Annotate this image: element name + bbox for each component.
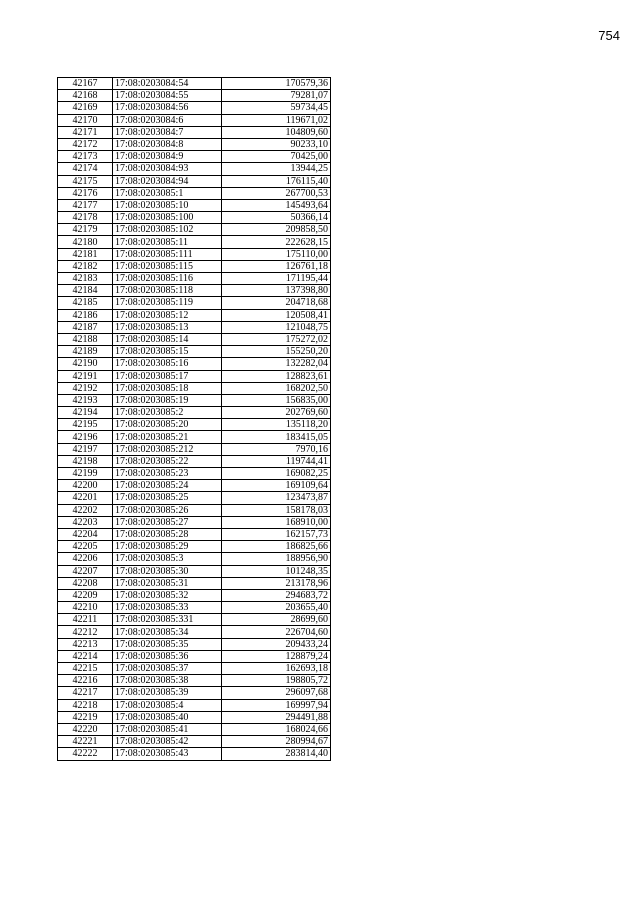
value-cell: 213178,96	[222, 577, 331, 589]
value-cell: 226704,60	[222, 626, 331, 638]
table-row	[58, 236, 331, 248]
value-cell: 79281,07	[222, 90, 331, 102]
value-cell: 294491,88	[222, 711, 331, 723]
table-row	[58, 370, 331, 382]
value-cell: 135118,20	[222, 419, 331, 431]
table-row	[58, 602, 331, 614]
value-cell: 7970,16	[222, 443, 331, 455]
row-number-cell: 42193	[58, 394, 113, 406]
cadastral-number-cell: 17:08:0203085:37	[113, 663, 222, 675]
table-row	[58, 394, 331, 406]
cadastral-number-cell: 17:08:0203084:8	[113, 138, 222, 150]
table-row	[58, 516, 331, 528]
table-row	[58, 419, 331, 431]
row-number-cell: 42217	[58, 687, 113, 699]
cadastral-number-cell: 17:08:0203085:1	[113, 187, 222, 199]
table-row	[58, 541, 331, 553]
table-row	[58, 468, 331, 480]
cadastral-number-cell: 17:08:0203085:20	[113, 419, 222, 431]
value-cell: 168024,66	[222, 723, 331, 735]
cadastral-number-cell: 17:08:0203085:18	[113, 382, 222, 394]
cadastral-number-cell: 17:08:0203085:2	[113, 407, 222, 419]
table-row	[58, 638, 331, 650]
cadastral-number-cell: 17:08:0203085:17	[113, 370, 222, 382]
table-row	[58, 650, 331, 662]
cadastral-number-cell: 17:08:0203085:33	[113, 602, 222, 614]
table-row	[58, 285, 331, 297]
cadastral-number-cell: 17:08:0203085:4	[113, 699, 222, 711]
table-row	[58, 114, 331, 126]
value-cell: 183415,05	[222, 431, 331, 443]
table-row	[58, 321, 331, 333]
row-number-cell: 42169	[58, 102, 113, 114]
value-cell: 128879,24	[222, 650, 331, 662]
row-number-cell: 42189	[58, 346, 113, 358]
row-number-cell: 42175	[58, 175, 113, 187]
value-cell: 222628,15	[222, 236, 331, 248]
table-row	[58, 553, 331, 565]
cadastral-number-cell: 17:08:0203085:39	[113, 687, 222, 699]
table-row	[58, 333, 331, 345]
value-cell: 296097,68	[222, 687, 331, 699]
cadastral-number-cell: 17:08:0203085:29	[113, 541, 222, 553]
row-number-cell: 42182	[58, 260, 113, 272]
row-number-cell: 42201	[58, 492, 113, 504]
row-number-cell: 42208	[58, 577, 113, 589]
table-row	[58, 260, 331, 272]
value-cell: 155250,20	[222, 346, 331, 358]
cadastral-number-cell: 17:08:0203085:43	[113, 748, 222, 760]
value-cell: 101248,35	[222, 565, 331, 577]
value-cell: 59734,45	[222, 102, 331, 114]
row-number-cell: 42172	[58, 138, 113, 150]
table-row	[58, 138, 331, 150]
cadastral-number-cell: 17:08:0203085:32	[113, 589, 222, 601]
row-number-cell: 42198	[58, 455, 113, 467]
value-cell: 283814,40	[222, 748, 331, 760]
table-row	[58, 187, 331, 199]
cadastral-number-cell: 17:08:0203085:10	[113, 199, 222, 211]
row-number-cell: 42191	[58, 370, 113, 382]
table-row	[58, 565, 331, 577]
row-number-cell: 42203	[58, 516, 113, 528]
row-number-cell: 42207	[58, 565, 113, 577]
value-cell: 158178,03	[222, 504, 331, 516]
table-row	[58, 504, 331, 516]
value-cell: 175110,00	[222, 248, 331, 260]
cadastral-number-cell: 17:08:0203085:41	[113, 723, 222, 735]
value-cell: 169109,64	[222, 480, 331, 492]
value-cell: 171195,44	[222, 273, 331, 285]
cadastral-number-cell: 17:08:0203084:94	[113, 175, 222, 187]
row-number-cell: 42202	[58, 504, 113, 516]
value-cell: 280994,67	[222, 736, 331, 748]
data-table	[57, 77, 331, 761]
value-cell: 137398,80	[222, 285, 331, 297]
cadastral-number-cell: 17:08:0203085:19	[113, 394, 222, 406]
cadastral-number-cell: 17:08:0203085:212	[113, 443, 222, 455]
cadastral-number-cell: 17:08:0203085:38	[113, 675, 222, 687]
table-row	[58, 577, 331, 589]
table-row	[58, 492, 331, 504]
row-number-cell: 42220	[58, 723, 113, 735]
row-number-cell: 42213	[58, 638, 113, 650]
cadastral-number-cell: 17:08:0203085:119	[113, 297, 222, 309]
value-cell: 28699,60	[222, 614, 331, 626]
row-number-cell: 42199	[58, 468, 113, 480]
cadastral-number-cell: 17:08:0203085:34	[113, 626, 222, 638]
value-cell: 202769,60	[222, 407, 331, 419]
value-cell: 70425,00	[222, 151, 331, 163]
cadastral-number-cell: 17:08:0203084:9	[113, 151, 222, 163]
cadastral-number-cell: 17:08:0203085:22	[113, 455, 222, 467]
cadastral-number-cell: 17:08:0203085:11	[113, 236, 222, 248]
cadastral-number-cell: 17:08:0203085:21	[113, 431, 222, 443]
cadastral-number-cell: 17:08:0203085:3	[113, 553, 222, 565]
page-number: 754	[598, 28, 620, 43]
row-number-cell: 42192	[58, 382, 113, 394]
value-cell: 170579,36	[222, 78, 331, 90]
table-row	[58, 736, 331, 748]
row-number-cell: 42218	[58, 699, 113, 711]
cadastral-number-cell: 17:08:0203084:54	[113, 78, 222, 90]
value-cell: 119744,41	[222, 455, 331, 467]
table-row	[58, 528, 331, 540]
row-number-cell: 42211	[58, 614, 113, 626]
row-number-cell: 42214	[58, 650, 113, 662]
row-number-cell: 42197	[58, 443, 113, 455]
cadastral-value-table	[57, 77, 331, 761]
table-row	[58, 687, 331, 699]
row-number-cell: 42167	[58, 78, 113, 90]
row-number-cell: 42180	[58, 236, 113, 248]
table-row	[58, 212, 331, 224]
value-cell: 50366,14	[222, 212, 331, 224]
row-number-cell: 42194	[58, 407, 113, 419]
value-cell: 162157,73	[222, 528, 331, 540]
cadastral-number-cell: 17:08:0203084:7	[113, 126, 222, 138]
row-number-cell: 42171	[58, 126, 113, 138]
value-cell: 132282,04	[222, 358, 331, 370]
table-row	[58, 297, 331, 309]
table-row	[58, 102, 331, 114]
table-row	[58, 163, 331, 175]
row-number-cell: 42179	[58, 224, 113, 236]
table-row	[58, 346, 331, 358]
cadastral-number-cell: 17:08:0203084:55	[113, 90, 222, 102]
cadastral-number-cell: 17:08:0203085:42	[113, 736, 222, 748]
value-cell: 175272,02	[222, 333, 331, 345]
cadastral-number-cell: 17:08:0203085:118	[113, 285, 222, 297]
value-cell: 119671,02	[222, 114, 331, 126]
table-row	[58, 273, 331, 285]
row-number-cell: 42219	[58, 711, 113, 723]
row-number-cell: 42174	[58, 163, 113, 175]
cadastral-number-cell: 17:08:0203085:27	[113, 516, 222, 528]
table-row	[58, 224, 331, 236]
cadastral-number-cell: 17:08:0203085:40	[113, 711, 222, 723]
row-number-cell: 42209	[58, 589, 113, 601]
value-cell: 176115,40	[222, 175, 331, 187]
table-row	[58, 455, 331, 467]
value-cell: 120508,41	[222, 309, 331, 321]
cadastral-number-cell: 17:08:0203085:12	[113, 309, 222, 321]
table-row	[58, 443, 331, 455]
row-number-cell: 42173	[58, 151, 113, 163]
row-number-cell: 42188	[58, 333, 113, 345]
value-cell: 204718,68	[222, 297, 331, 309]
value-cell: 90233,10	[222, 138, 331, 150]
cadastral-number-cell: 17:08:0203085:116	[113, 273, 222, 285]
row-number-cell: 42183	[58, 273, 113, 285]
table-row	[58, 663, 331, 675]
cadastral-number-cell: 17:08:0203085:26	[113, 504, 222, 516]
table-row	[58, 480, 331, 492]
value-cell: 168202,50	[222, 382, 331, 394]
value-cell: 209433,24	[222, 638, 331, 650]
row-number-cell: 42186	[58, 309, 113, 321]
value-cell: 156835,00	[222, 394, 331, 406]
value-cell: 198805,72	[222, 675, 331, 687]
table-row	[58, 626, 331, 638]
table-row	[58, 614, 331, 626]
row-number-cell: 42210	[58, 602, 113, 614]
cadastral-number-cell: 17:08:0203085:14	[113, 333, 222, 345]
table-row	[58, 431, 331, 443]
value-cell: 186825,66	[222, 541, 331, 553]
row-number-cell: 42205	[58, 541, 113, 553]
cadastral-number-cell: 17:08:0203084:6	[113, 114, 222, 126]
table-row	[58, 358, 331, 370]
value-cell: 128823,61	[222, 370, 331, 382]
value-cell: 294683,72	[222, 589, 331, 601]
cadastral-number-cell: 17:08:0203085:23	[113, 468, 222, 480]
row-number-cell: 42215	[58, 663, 113, 675]
table-row	[58, 90, 331, 102]
table-row	[58, 675, 331, 687]
cadastral-number-cell: 17:08:0203085:31	[113, 577, 222, 589]
value-cell: 209858,50	[222, 224, 331, 236]
row-number-cell: 42200	[58, 480, 113, 492]
row-number-cell: 42178	[58, 212, 113, 224]
table-row	[58, 199, 331, 211]
row-number-cell: 42216	[58, 675, 113, 687]
table-row	[58, 151, 331, 163]
row-number-cell: 42195	[58, 419, 113, 431]
row-number-cell: 42221	[58, 736, 113, 748]
row-number-cell: 42170	[58, 114, 113, 126]
value-cell: 162693,18	[222, 663, 331, 675]
cadastral-number-cell: 17:08:0203085:102	[113, 224, 222, 236]
row-number-cell: 42187	[58, 321, 113, 333]
cadastral-number-cell: 17:08:0203085:36	[113, 650, 222, 662]
row-number-cell: 42184	[58, 285, 113, 297]
cadastral-number-cell: 17:08:0203084:56	[113, 102, 222, 114]
value-cell: 123473,87	[222, 492, 331, 504]
value-cell: 126761,18	[222, 260, 331, 272]
cadastral-number-cell: 17:08:0203085:28	[113, 528, 222, 540]
cadastral-number-cell: 17:08:0203085:331	[113, 614, 222, 626]
table-row	[58, 589, 331, 601]
value-cell: 145493,64	[222, 199, 331, 211]
value-cell: 13944,25	[222, 163, 331, 175]
row-number-cell: 42204	[58, 528, 113, 540]
table-row	[58, 711, 331, 723]
table-row	[58, 699, 331, 711]
row-number-cell: 42177	[58, 199, 113, 211]
table-row	[58, 407, 331, 419]
value-cell: 267700,53	[222, 187, 331, 199]
table-row	[58, 382, 331, 394]
table-row	[58, 78, 331, 90]
cadastral-number-cell: 17:08:0203085:24	[113, 480, 222, 492]
row-number-cell: 42185	[58, 297, 113, 309]
table-row	[58, 723, 331, 735]
cadastral-number-cell: 17:08:0203085:35	[113, 638, 222, 650]
row-number-cell: 42196	[58, 431, 113, 443]
value-cell: 188956,90	[222, 553, 331, 565]
cadastral-number-cell: 17:08:0203085:30	[113, 565, 222, 577]
row-number-cell: 42181	[58, 248, 113, 260]
row-number-cell: 42212	[58, 626, 113, 638]
row-number-cell: 42168	[58, 90, 113, 102]
cadastral-number-cell: 17:08:0203085:25	[113, 492, 222, 504]
value-cell: 169997,94	[222, 699, 331, 711]
row-number-cell: 42176	[58, 187, 113, 199]
value-cell: 169082,25	[222, 468, 331, 480]
cadastral-number-cell: 17:08:0203085:15	[113, 346, 222, 358]
table-row	[58, 309, 331, 321]
cadastral-number-cell: 17:08:0203085:16	[113, 358, 222, 370]
table-row	[58, 175, 331, 187]
value-cell: 168910,00	[222, 516, 331, 528]
row-number-cell: 42222	[58, 748, 113, 760]
value-cell: 203655,40	[222, 602, 331, 614]
table-row	[58, 126, 331, 138]
row-number-cell: 42190	[58, 358, 113, 370]
row-number-cell: 42206	[58, 553, 113, 565]
table-row	[58, 748, 331, 760]
table-body	[58, 78, 331, 761]
cadastral-number-cell: 17:08:0203085:13	[113, 321, 222, 333]
cadastral-number-cell: 17:08:0203085:100	[113, 212, 222, 224]
table-row	[58, 248, 331, 260]
cadastral-number-cell: 17:08:0203084:93	[113, 163, 222, 175]
cadastral-number-cell: 17:08:0203085:115	[113, 260, 222, 272]
cadastral-number-cell: 17:08:0203085:111	[113, 248, 222, 260]
value-cell: 121048,75	[222, 321, 331, 333]
value-cell: 104809,60	[222, 126, 331, 138]
